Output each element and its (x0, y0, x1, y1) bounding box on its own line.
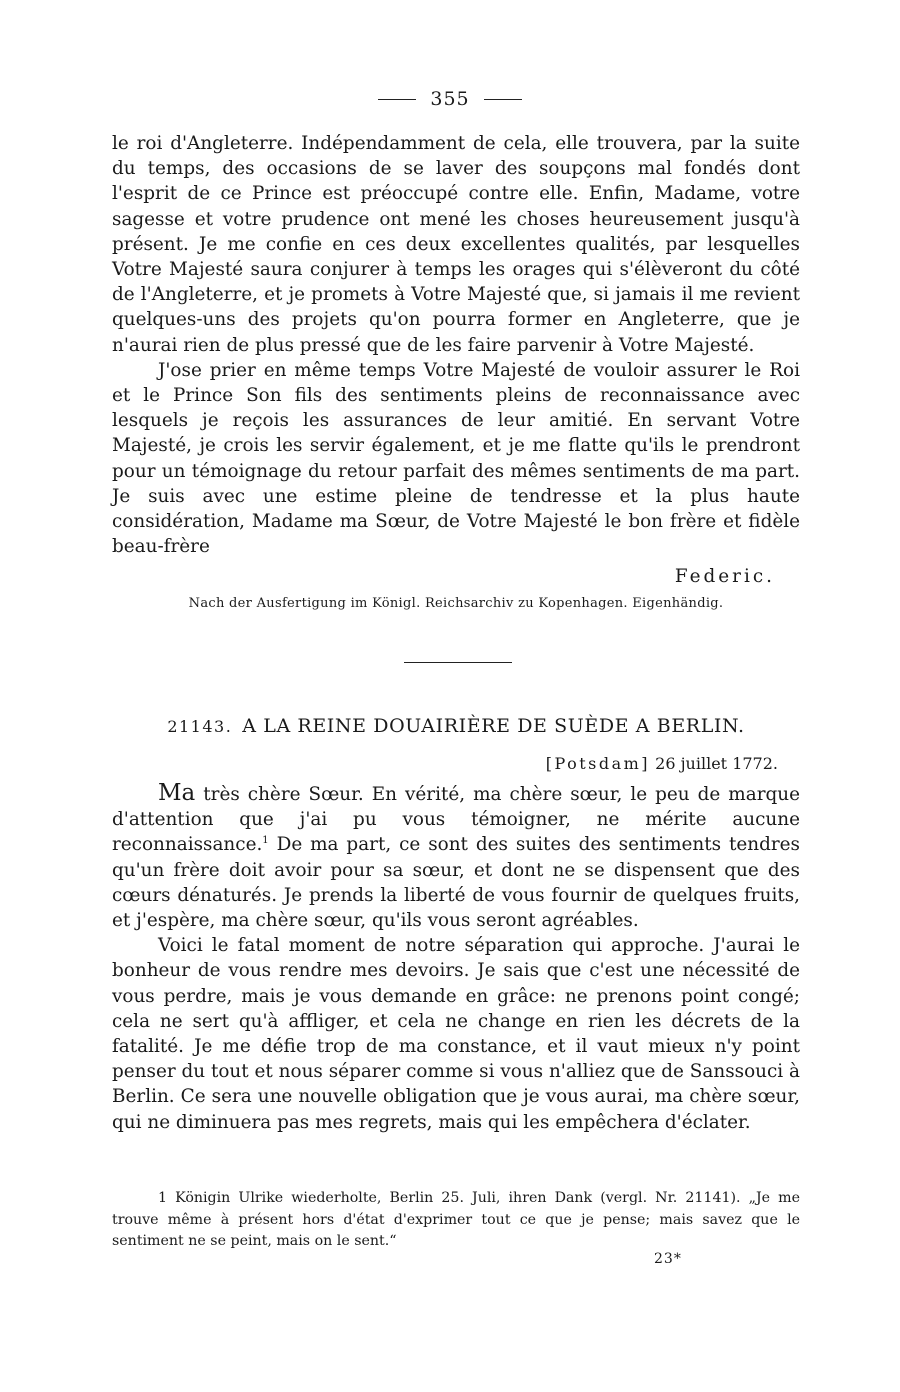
footnotes (112, 1188, 800, 1253)
signature: Federic. (674, 566, 775, 587)
footnote-text: Königin Ulrike wiederholte, Berlin 25. Juli, ihren Dank (vergl. Nr. 21141). „Je me trouve même à présent hors d'état d'exprimer tout ce que je pense; mais savez que le sentiment ne se peint, mais on le sent.“ (112, 1190, 800, 1249)
printer-signature-mark: 23* (654, 1251, 682, 1267)
section-divider (404, 662, 512, 663)
letter-title: A LA REINE DOUAIRIÈRE DE SUÈDE A BERLIN. (242, 715, 745, 737)
paragraph: Voici le fatal moment de notre séparation qui approche. J'aurai le bonheur de vous rendre mes devoirs. Je sais que c'est une nécessité de vous perdre, mais je vous demande en grâce: ne prenons point congé; cela ne sert qu'à affliger, et cela ne change en rien les décrets de la fatalité. Je me défie trop de ma constance, et il vaut mieux n'y point penser du tout et nous séparer comme si vous n'alliez que de Sanssouci à Berlin. Ce sera une nouvelle obligation que je vous aurai, ma chère sœur, qui ne diminuera pas mes regrets, mais qui les empêchera d'éclater. (112, 935, 800, 1133)
footnote-marker: 1 (158, 1190, 168, 1206)
footnote (112, 1188, 800, 1253)
previous-letter-body (112, 131, 800, 559)
source-note: Nach der Ausfertigung im Königl. Reichsarchiv zu Kopenhagen. Eigenhändig. (188, 596, 724, 611)
page-number: 355 (430, 88, 470, 110)
header-rule-left (378, 99, 416, 100)
letter-number: 21143. (167, 717, 233, 736)
opening-words: Ma (158, 780, 196, 806)
letter-body (112, 781, 800, 1135)
paragraph-text: De ma part, ce sont des suites des sentiments tendres qu'un frère doit avoir pour sa sœur, et dont ne se dispensent que des cœurs dénaturés. Je prends la liberté de vous fournir de quelques fruits, et j'espère, ma chère sœur, qu'ils vous seront agréables. (112, 834, 800, 932)
date-place: [Potsdam] (545, 754, 651, 773)
dateline (112, 754, 778, 773)
paragraph: le roi d'Angleterre. Indépendamment de cela, elle trouvera, par la suite du temps, des occasions de se laver des soupçons mal fondés dont l'esprit de ce Prince est préoccupé contre elle. Enfin, Madame, votre sagesse et votre prudence ont mené les choses heureusement jusqu'à présent. Je me confie en ces deux excellentes qualités, par lesquelles Votre Majesté saura conjurer à temps les orages qui s'élèveront du côté de l'Angleterre, et je promets à Votre Majesté que, si jamais il me revient quelques-uns des projets qu'on pourra former en Angleterre, que je n'aurai rien de plus pressé que de les faire parvenir à Votre Majesté. (112, 133, 800, 356)
header-rule-right (484, 99, 522, 100)
letter-heading (112, 715, 800, 737)
footnote-reference[interactable]: 1 (262, 835, 269, 847)
paragraph (112, 781, 800, 933)
date: 26 juillet 1772. (655, 754, 778, 773)
paragraph: J'ose prier en même temps Votre Majesté de vouloir assurer le Roi et le Prince Son fils des sentiments pleins de reconnaissance avec lesquels je reçois les assurances de leur amitié. En servant Votre Majesté, je crois les servir également, et je me flatte qu'ils le prendront pour un témoignage du retour parfait des mêmes sentiments de ma part. Je suis avec une estime pleine de tendresse et la plus haute considération, Madame ma Sœur, de Votre Majesté le bon frère et fidèle beau-frère (112, 359, 800, 558)
page-header (0, 88, 900, 110)
paragraph-text: très chère Sœur. En vérité, ma chère sœur, le peu de marque d'attention que j'ai pu vous témoigner, ne mérite aucune reconnaissance. (112, 784, 800, 856)
